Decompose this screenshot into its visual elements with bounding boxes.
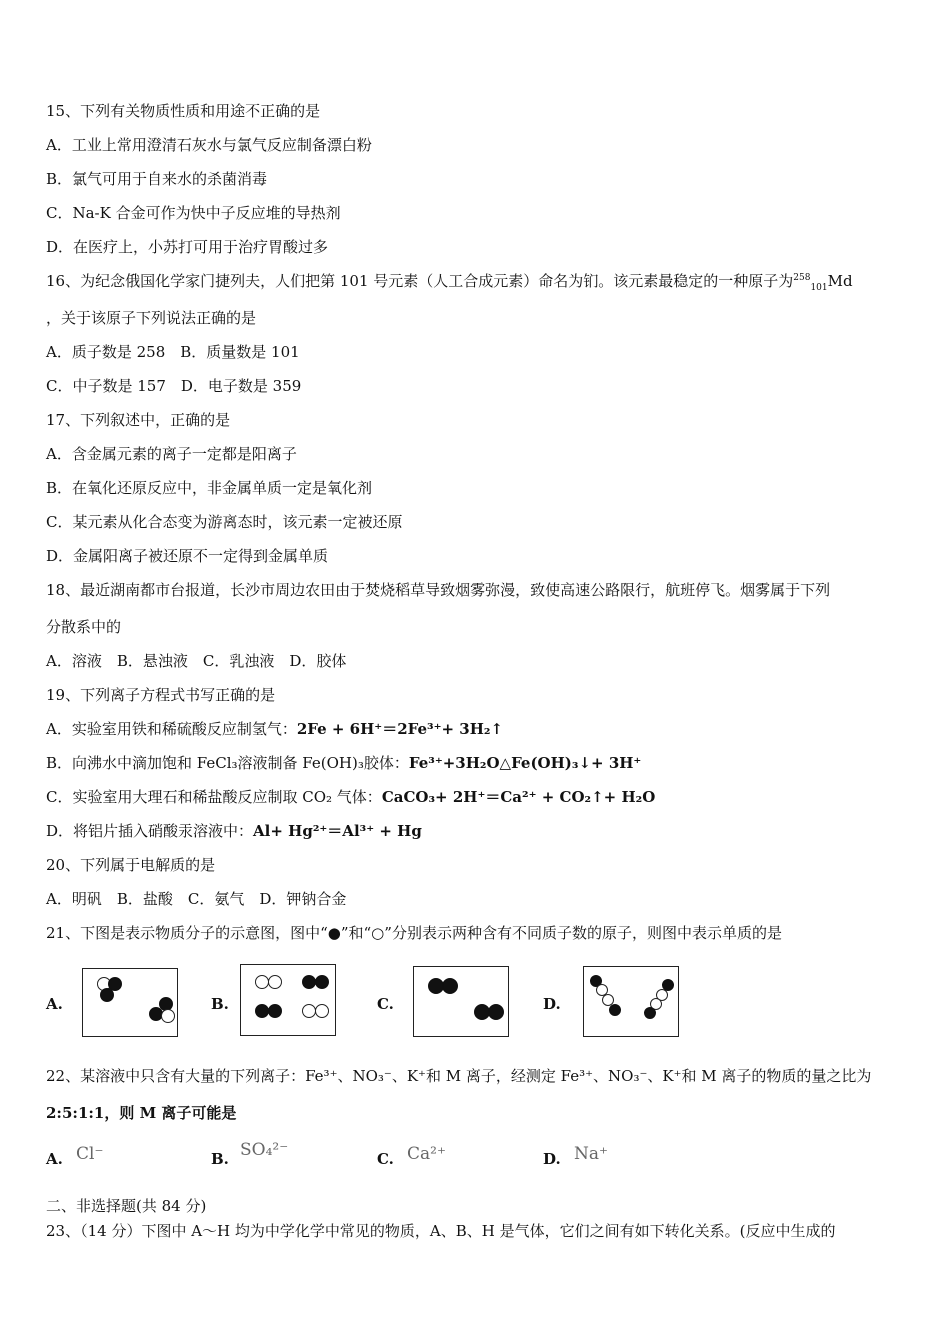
q19-option-d-equation: Al+ Hg²⁺＝Al³⁺ + Hg (253, 822, 422, 840)
q20-options: A．明矾 B．盐酸 C．氨气 D．钾钠合金 (46, 890, 347, 908)
q17-option-d: D．金属阳离子被还原不一定得到金属单质 (46, 547, 329, 565)
section-heading: 二、非选择题(共 84 分) (46, 1197, 207, 1215)
q22-label-b: B. (211, 1150, 229, 1168)
q21-stem: 21、下图是表示物质分子的示意图，图中“●”和“○”分别表示两种含有不同质子数的原子，则图中表示单质的是 (46, 924, 782, 942)
black-atom-icon (442, 978, 458, 994)
q15-option-d: D．在医疗上，小苏打可用于治疗胃酸过多 (46, 238, 329, 256)
q22-label-a: A. (46, 1150, 63, 1168)
q19-option-b-text: B．向沸水中滴加饱和 FeCl₃溶液制备 Fe(OH)₃胶体： (46, 754, 409, 772)
q15-option-c: C．Na-K 合金可作为快中子反应堆的导热剂 (46, 204, 341, 222)
q21-molecule-diagram-c (413, 966, 509, 1037)
q16-options-ab: A．质子数是 258 B．质量数是 101 (46, 343, 300, 361)
q23-stem: 23、（14 分）下图中 A～H 均为中学化学中常见的物质，A、B、H 是气体，它们之间有如下转化关系。(反应中生成的 (46, 1222, 836, 1240)
q21-label-d: D. (543, 995, 561, 1013)
q19-option-c-text: C．实验室用大理石和稀盐酸反应制取 CO₂ 气体： (46, 788, 382, 806)
q15-stem: 15、下列有关物质性质和用途不正确的是 (46, 102, 321, 120)
q17-option-a: A．含金属元素的离子一定都是阳离子 (46, 445, 297, 463)
q19-option-a (46, 719, 503, 739)
black-atom-icon (609, 1004, 621, 1016)
q17-option-b: B．在氧化还原反应中，非金属单质一定是氧化剂 (46, 479, 373, 497)
q15-option-a: A．工业上常用澄清石灰水与氯气反应制备漂白粉 (46, 136, 372, 154)
q17-stem: 17、下列叙述中，正确的是 (46, 411, 231, 429)
q16-element-symbol: Md (827, 272, 853, 290)
q19-option-c (46, 787, 655, 807)
q16-options-cd: C．中子数是 157 D．电子数是 359 (46, 377, 302, 395)
q19-option-b (46, 753, 641, 773)
q21-molecule-diagram-b (240, 964, 336, 1036)
q22-ion-a: Cl⁻ (76, 1144, 104, 1164)
black-atom-icon (488, 1004, 504, 1020)
q19-option-c-equation: CaCO₃+ 2H⁺＝Ca²⁺ + CO₂↑+ H₂O (381, 788, 656, 806)
q18-stem-continued: 分散系中的 (46, 618, 122, 636)
q21-label-b: B. (211, 995, 229, 1013)
white-atom-icon (268, 975, 282, 989)
q16-atomic-number: 101 (810, 283, 828, 293)
q22-label-d: D. (543, 1150, 561, 1168)
black-atom-icon (644, 1007, 656, 1019)
q19-option-d (46, 821, 422, 841)
white-atom-icon (302, 1004, 316, 1018)
q19-option-b-equation: Fe³⁺+3H₂O△Fe(OH)₃↓+ 3H⁺ (408, 754, 642, 772)
q22-label-c: C. (377, 1150, 394, 1168)
q21-molecule-diagram-d (583, 966, 679, 1037)
q16-stem-text: 16、为纪念俄国化学家门捷列夫，人们把第 101 号元素（人工合成元素）命名为钔。该元素最稳定的一种原子为 (46, 272, 794, 290)
q21-label-a: A. (46, 995, 63, 1013)
q22-ion-c: Ca²⁺ (407, 1144, 446, 1164)
q22-stem-continued: 2:5:1:1，则 M 离子可能是 (46, 1104, 237, 1122)
q16-stem (46, 271, 853, 291)
q22-ion-d: Na⁺ (574, 1144, 608, 1164)
q19-option-a-equation: 2Fe + 6H⁺＝2Fe³⁺+ 3H₂↑ (296, 720, 504, 738)
white-atom-icon (255, 975, 269, 989)
black-atom-icon (255, 1004, 269, 1018)
q16-mass-number: 258 (793, 273, 811, 283)
black-atom-icon (302, 975, 316, 989)
q21-molecule-diagram-a (82, 968, 178, 1037)
q21-label-c: C. (377, 995, 394, 1013)
q19-option-d-text: D．将铝片插入硝酸汞溶液中： (46, 822, 254, 840)
q18-stem: 18、最近湖南都市台报道，长沙市周边农田由于焚烧稻草导致烟雾弥漫，致使高速公路限行，航班停飞。烟雾属于下列 (46, 581, 831, 599)
q20-stem: 20、下列属于电解质的是 (46, 856, 216, 874)
q17-option-c: C．某元素从化合态变为游离态时，该元素一定被还原 (46, 513, 403, 531)
black-atom-icon (315, 975, 329, 989)
black-atom-icon (100, 988, 114, 1002)
black-atom-icon (268, 1004, 282, 1018)
q22-ion-b: SO₄²⁻ (240, 1140, 289, 1160)
q15-option-b: B．氯气可用于自来水的杀菌消毒 (46, 170, 268, 188)
q22-stem: 22、某溶液中只含有大量的下列离子：Fe³⁺、NO₃⁻、K⁺和 M 离子，经测定 Fe³⁺、NO₃⁻、K⁺和 M 离子的物质的量之比为 (46, 1067, 872, 1085)
white-atom-icon (161, 1009, 175, 1023)
white-atom-icon (315, 1004, 329, 1018)
q19-option-a-text: A．实验室用铁和稀硫酸反应制氢气： (46, 720, 297, 738)
q18-options: A．溶液 B．悬浊液 C．乳浊液 D．胶体 (46, 652, 347, 670)
q19-stem: 19、下列离子方程式书写正确的是 (46, 686, 276, 704)
q16-stem-continued: ，关于该原子下列说法正确的是 (46, 309, 257, 327)
